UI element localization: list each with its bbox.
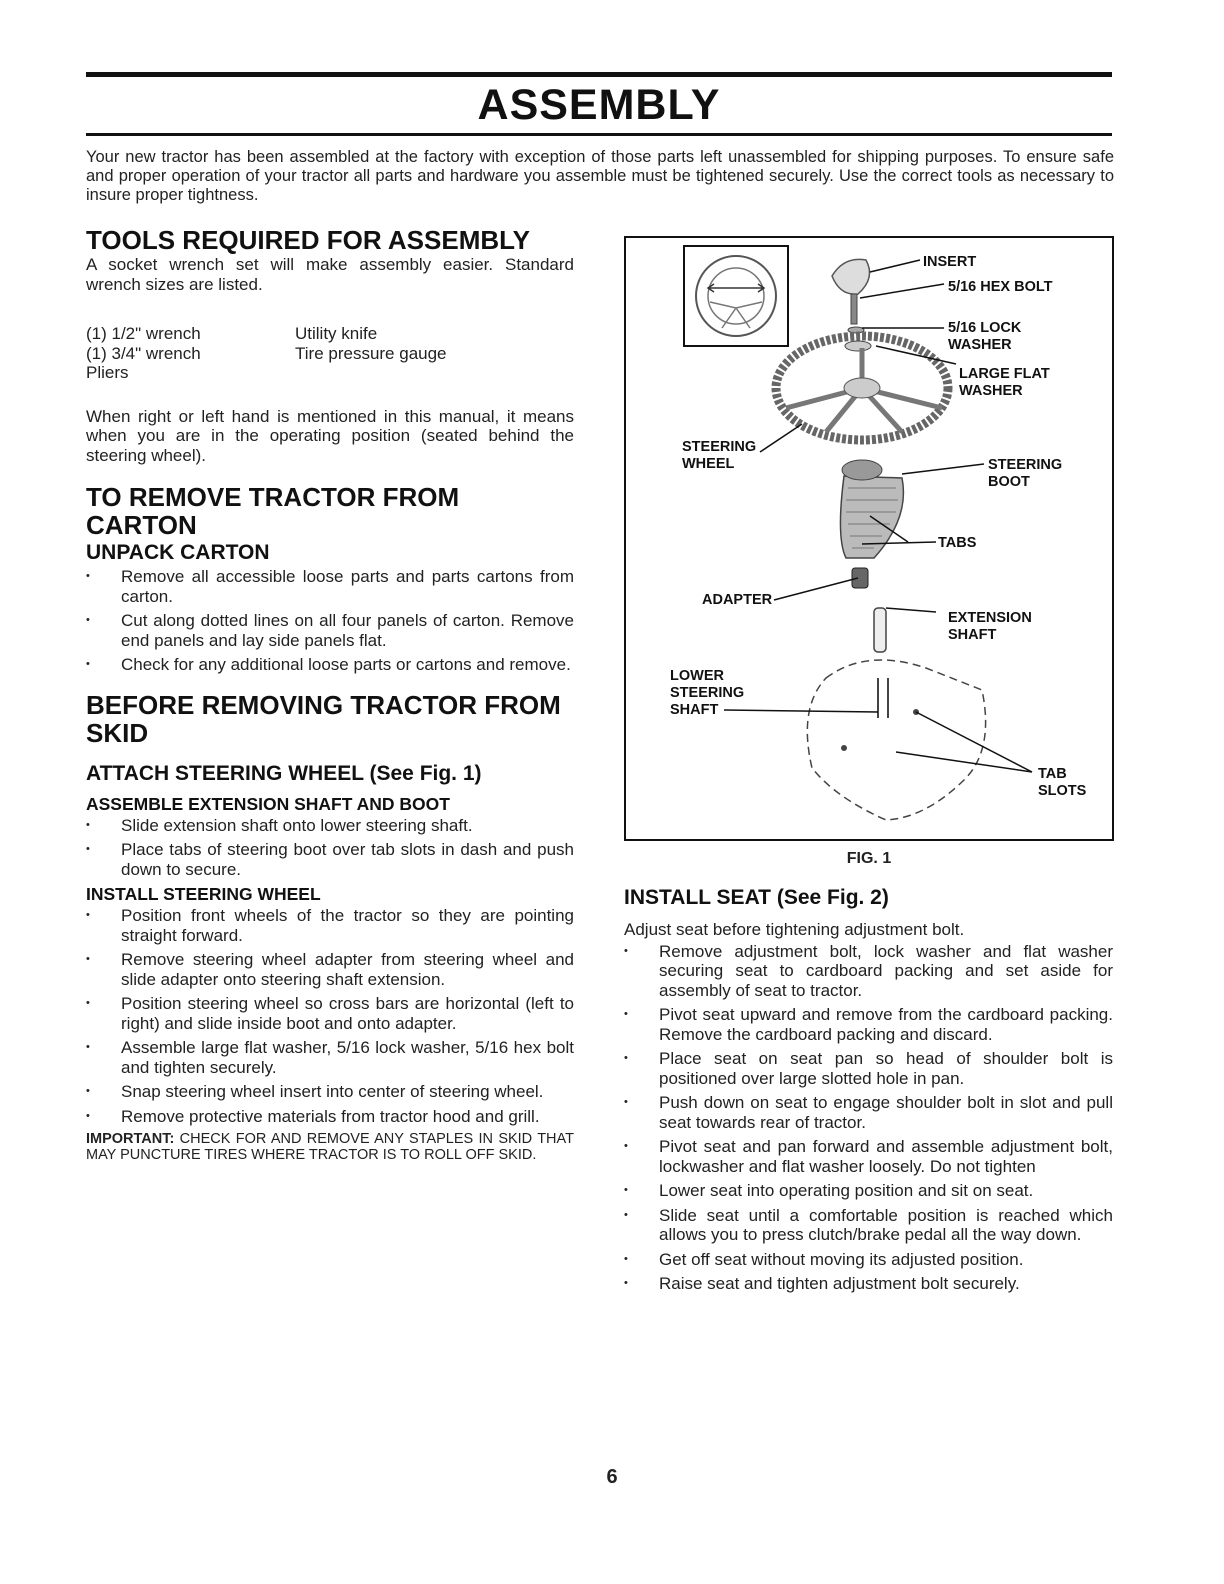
right-column xyxy=(624,886,1113,1299)
label-flat-washer-2: WASHER xyxy=(959,383,1023,399)
list-item: • Remove adjustment bolt, lock washer and flat washer securing seat to cardboard packing and set aside for assembly of seat to tractor. xyxy=(624,942,1113,1001)
top-rule xyxy=(86,72,1112,77)
list-item: • Remove steering wheel adapter from steering wheel and slide adapter onto steering shaft extension. xyxy=(86,950,574,989)
left-column xyxy=(86,226,574,1163)
unpack-list xyxy=(86,567,574,675)
label-adapter: ADAPTER xyxy=(702,592,773,608)
label-lock-washer: 5/16 LOCK xyxy=(948,320,1022,336)
label-insert: INSERT xyxy=(923,254,977,270)
seat-intro: Adjust seat before tightening adjustment bolt. xyxy=(624,920,965,939)
label-tabs: TABS xyxy=(938,535,977,551)
list-item: • Remove protective materials from tractor hood and grill. xyxy=(86,1107,574,1127)
label-tab-slots: TAB xyxy=(1038,766,1067,782)
extension-shaft-icon xyxy=(874,608,886,652)
tool-item: Utility knife xyxy=(295,324,378,343)
label-extension-shaft-2: SHAFT xyxy=(948,627,997,643)
list-item: • Place tabs of steering boot over tab slots in dash and push down to secure. xyxy=(86,840,574,879)
intro-paragraph: Your new tractor has been assembled at the factory with exception of those parts left unassembled for shipping purposes. To ensure safe and proper operation of your tractor all parts and hardware you assemble must be tightened securely. Use the correct tools as necessary to insure proper tightness. xyxy=(86,148,1114,204)
tool-item: (1) 1/2" wrench xyxy=(86,324,201,343)
page-number: 6 xyxy=(606,1466,618,1488)
adapter-icon xyxy=(852,568,868,588)
hex-bolt-icon xyxy=(851,294,857,324)
list-item: • Slide extension shaft onto lower steering shaft. xyxy=(86,816,574,836)
list-item: • Assemble large flat washer, 5/16 lock washer, 5/16 hex bolt and tighten securely. xyxy=(86,1038,574,1077)
label-steering-wheel: STEERING xyxy=(682,439,757,455)
important-text: CHECK FOR AND REMOVE ANY STAPLES IN SKID THAT MAY PUNCTURE TIRES WHERE TRACTOR IS TO ROLL OFF SKID. xyxy=(86,1131,574,1163)
label-steering-boot-2: BOOT xyxy=(988,474,1030,490)
list-item: • Pivot seat upward and remove from the cardboard packing. Remove the cardboard packing and discard. xyxy=(624,1005,1113,1044)
label-lower-shaft-2: STEERING xyxy=(670,685,745,701)
tool-item: Pliers xyxy=(86,363,129,382)
list-item: • Remove all accessible loose parts and parts cartons from carton. xyxy=(86,567,574,606)
tool-item: Tire pressure gauge xyxy=(295,343,447,363)
important-note xyxy=(86,1131,574,1163)
label-steering-boot: STEERING xyxy=(988,457,1063,473)
remove-heading: TO REMOVE TRACTOR FROM CARTON xyxy=(86,482,460,540)
list-item: • Snap steering wheel insert into center of steering wheel. xyxy=(86,1082,574,1102)
figure-caption: FIG. 1 xyxy=(846,850,892,867)
tools-list xyxy=(86,324,574,383)
important-label: IMPORTANT: xyxy=(86,1131,175,1147)
hand-note: When right or left hand is mentioned in this manual, it means when you are in the operating position (seated behind the steering wheel). xyxy=(86,406,574,465)
list-item: • Check for any additional loose parts or cartons and remove. xyxy=(86,655,574,675)
figure-1 xyxy=(624,236,1114,841)
title-underline xyxy=(86,133,1112,136)
list-item: • Push down on seat to engage shoulder bolt in slot and pull seat towards rear of tractor. xyxy=(624,1093,1113,1132)
steering-wheel-inset xyxy=(684,246,788,346)
flat-washer-icon xyxy=(845,341,871,351)
insert-icon xyxy=(832,259,870,294)
list-item: • Place seat on seat pan so head of shoulder bolt is positioned over large slotted hole in pan. xyxy=(624,1049,1113,1088)
page-title: ASSEMBLY xyxy=(477,81,721,129)
label-steering-wheel-2: WHEEL xyxy=(682,456,735,472)
label-extension-shaft: EXTENSION xyxy=(948,610,1032,626)
list-item: • Pivot seat and pan forward and assemble adjustment bolt, lockwasher and flat washer loosely. Do not tighten xyxy=(624,1137,1113,1176)
wheel-heading: INSTALL STEERING WHEEL xyxy=(86,884,321,904)
label-lower-shaft-3: SHAFT xyxy=(670,702,719,718)
extension-heading: ASSEMBLE EXTENSION SHAFT AND BOOT xyxy=(86,793,450,814)
extension-list xyxy=(86,816,574,880)
label-lower-shaft: LOWER xyxy=(670,668,724,684)
wheel-list xyxy=(86,906,574,1126)
tools-description: A socket wrench set will make assembly easier. Standard wrench sizes are listed. xyxy=(86,255,574,294)
tools-heading: TOOLS REQUIRED FOR ASSEMBLY xyxy=(86,225,530,255)
tool-item: (1) 3/4" wrench xyxy=(86,343,201,363)
list-item: • Position front wheels of the tractor so they are pointing straight forward. xyxy=(86,906,574,945)
before-heading: BEFORE REMOVING TRACTOR FROM SKID xyxy=(86,689,561,748)
label-tab-slots-2: SLOTS xyxy=(1038,783,1087,799)
dash-outline-icon xyxy=(807,660,985,820)
label-flat-washer: LARGE FLAT xyxy=(959,366,1050,382)
list-item: • Slide seat until a comfortable position is reached which allows you to press clutch/brake pedal all the way down. xyxy=(624,1206,1113,1245)
list-item: • Get off seat without moving its adjusted position. xyxy=(624,1250,1113,1270)
seat-heading: INSTALL SEAT (See Fig. 2) xyxy=(624,886,889,909)
list-item: • Cut along dotted lines on all four panels of carton. Remove end panels and lay side panels flat. xyxy=(86,611,574,650)
list-item: • Position steering wheel so cross bars are horizontal (left to right) and slide inside boot and onto adapter. xyxy=(86,994,574,1033)
steering-assembly-diagram xyxy=(626,238,1112,839)
unpack-heading: UNPACK CARTON xyxy=(86,541,270,564)
list-item: • Raise seat and tighten adjustment bolt securely. xyxy=(624,1274,1113,1294)
attach-heading: ATTACH STEERING WHEEL (See Fig. 1) xyxy=(86,761,482,785)
label-hex-bolt: 5/16 HEX BOLT xyxy=(948,279,1053,295)
label-lock-washer-2: WASHER xyxy=(948,337,1012,353)
seat-list xyxy=(624,942,1113,1294)
tool-item xyxy=(295,363,574,383)
list-item: • Lower seat into operating position and sit on seat. xyxy=(624,1181,1113,1201)
